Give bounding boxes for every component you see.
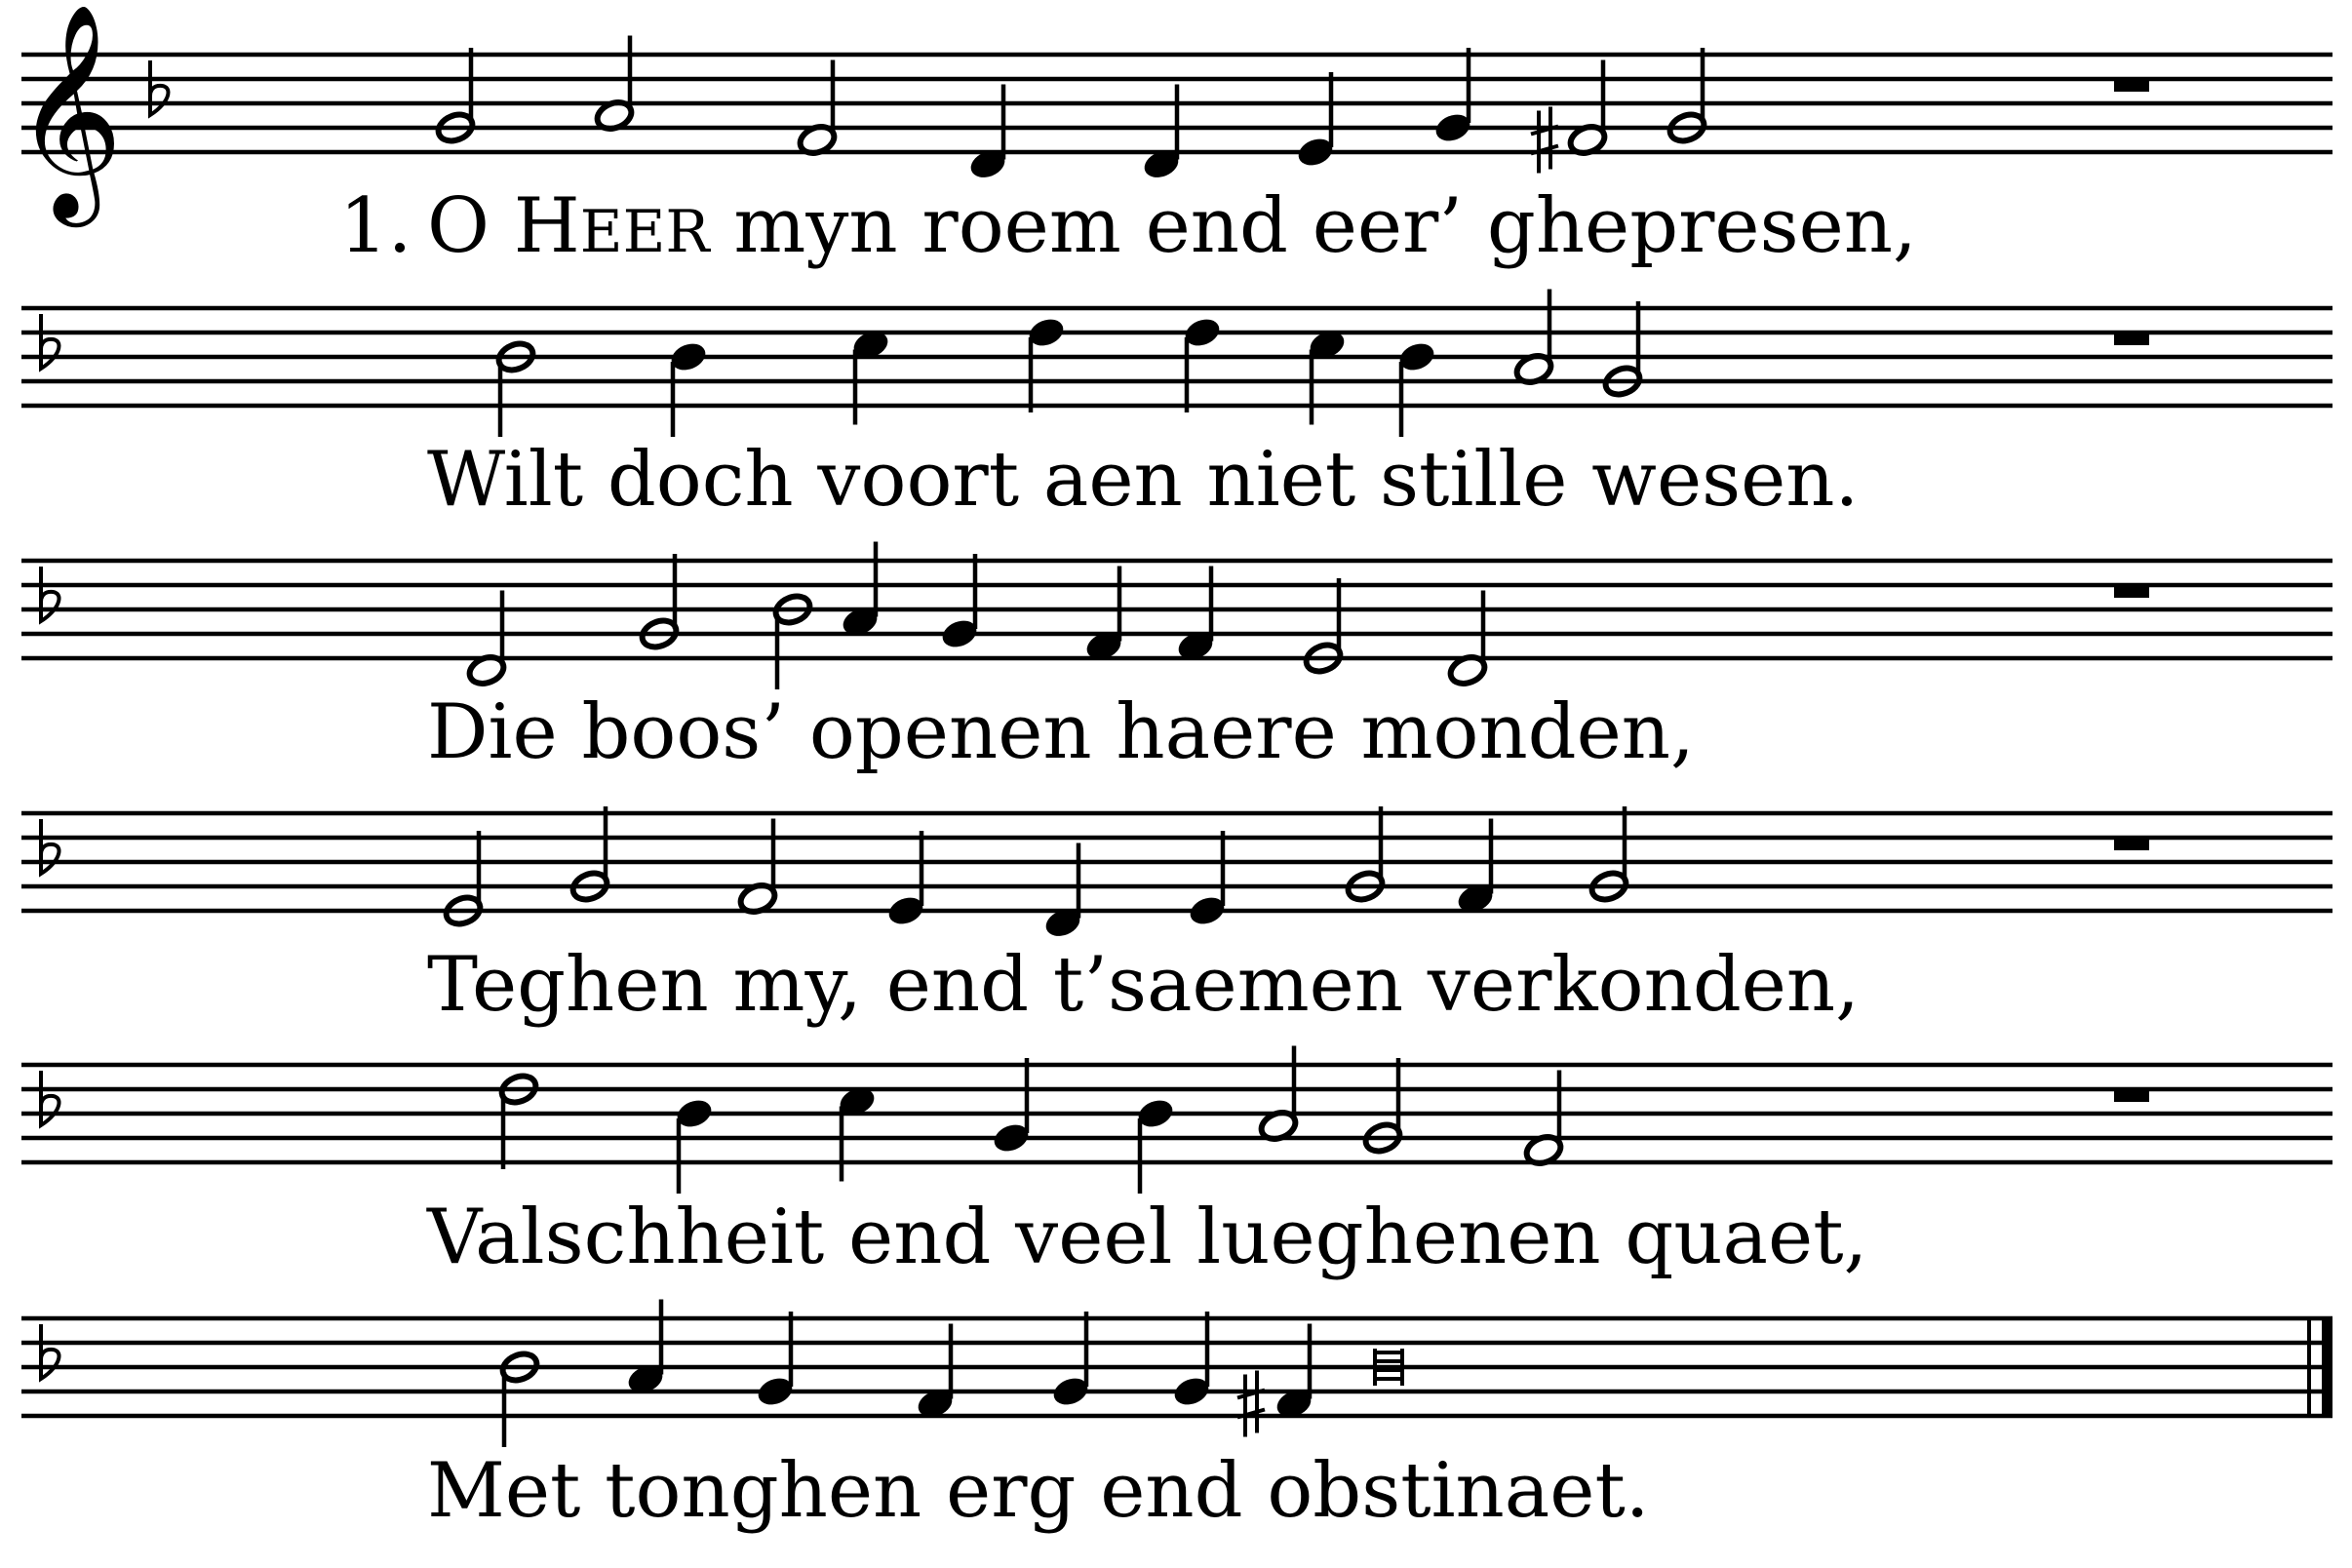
- staff-system: [21, 1300, 2332, 1536]
- lyric-text: EER: [579, 198, 710, 266]
- note: [1182, 315, 1224, 412]
- lyric-text: O: [427, 182, 514, 270]
- key-signature-flat-icon: [41, 567, 59, 621]
- note: [1588, 806, 1630, 904]
- lyric-line: [427, 688, 1695, 776]
- note: [435, 48, 477, 145]
- note: [1258, 1046, 1300, 1144]
- note: [625, 1300, 667, 1397]
- lyric-text: Wilt doch voort aen niet stille wesen.: [427, 436, 1860, 524]
- sharp-icon: [1237, 1371, 1265, 1437]
- staff-system: [21, 290, 2332, 525]
- note: [772, 592, 814, 689]
- key-signature-flat-icon: [41, 1071, 59, 1125]
- note: [495, 339, 537, 437]
- lyric-line: [426, 1194, 1867, 1281]
- note: [1455, 819, 1497, 917]
- note: [1523, 1071, 1565, 1168]
- note: [499, 1350, 541, 1447]
- key-signature-flat-icon: [41, 1324, 59, 1379]
- note: [668, 339, 710, 437]
- note: [1447, 591, 1489, 688]
- key-signature-flat-icon: [41, 314, 59, 369]
- note: [1432, 48, 1474, 145]
- lyric-text: Met tonghen erg end obstinaet.: [427, 1447, 1650, 1535]
- note: [1513, 290, 1555, 387]
- note: [674, 1096, 716, 1194]
- treble-clef-icon: 𝄞: [14, 2, 124, 217]
- note: [1175, 567, 1217, 664]
- note: [755, 1312, 797, 1409]
- note: [1050, 1312, 1092, 1409]
- whole-rest-icon: [2114, 585, 2149, 598]
- note: [840, 542, 882, 640]
- note: [837, 1083, 879, 1181]
- note: [885, 831, 927, 928]
- note: [1141, 85, 1183, 182]
- whole-rest-icon: [2114, 1089, 2149, 1102]
- note: [1171, 1312, 1213, 1409]
- whole-rest-icon: [2114, 838, 2149, 850]
- note: [639, 554, 681, 651]
- note: [1135, 1096, 1177, 1194]
- note: [797, 60, 839, 158]
- note: [569, 806, 611, 904]
- final-barline-thick: [2322, 1318, 2332, 1416]
- key-signature-flat-icon: [41, 819, 59, 874]
- whole-rest-icon: [2114, 79, 2149, 92]
- key-signature-flat-icon: [150, 60, 168, 115]
- note: [737, 819, 779, 917]
- note: [1362, 1058, 1404, 1156]
- whole-rest-icon: [2114, 333, 2149, 345]
- staff-system: [21, 1046, 2332, 1282]
- note: [1602, 301, 1644, 399]
- note: [850, 327, 892, 424]
- note: [1396, 339, 1438, 437]
- lyric-text: Die boos’ openen haere monden,: [427, 688, 1695, 776]
- lyric-text: H: [513, 182, 580, 270]
- lyric-line: [427, 941, 1860, 1029]
- note: [1295, 72, 1337, 170]
- note: [1083, 567, 1125, 664]
- note: [1307, 327, 1349, 424]
- lyric-text: Valschheit end veel lueghenen quaet,: [427, 1194, 1868, 1281]
- note: [594, 36, 636, 134]
- note: [939, 554, 981, 651]
- note: [1026, 315, 1068, 412]
- note: [1303, 578, 1345, 676]
- lyric-text: Teghen my, end t’saemen verkonden,: [427, 941, 1860, 1029]
- note: [1345, 806, 1387, 904]
- sharp-icon: [1531, 107, 1558, 174]
- staff-system: [21, 806, 2332, 1029]
- note: [915, 1324, 957, 1422]
- note: [466, 591, 508, 688]
- note: [1666, 48, 1708, 145]
- lyric-line: [427, 182, 1917, 270]
- note: [991, 1058, 1033, 1156]
- note: [498, 1072, 540, 1169]
- lyric-line: [427, 1447, 1650, 1535]
- lyric-text: myn roem end eer’ ghepresen,: [709, 182, 1917, 270]
- note: [1187, 831, 1229, 928]
- staff-system: [21, 542, 2332, 777]
- verse-number: 1.: [339, 182, 412, 270]
- note: [967, 85, 1009, 182]
- note: [1042, 843, 1084, 941]
- lyric-line: [427, 436, 1859, 524]
- note: [443, 831, 485, 928]
